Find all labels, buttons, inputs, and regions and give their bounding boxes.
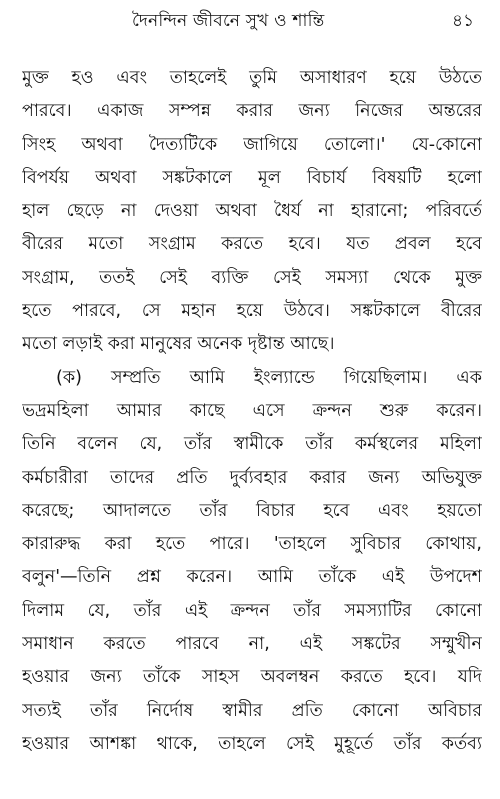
text-line: তিনি বলেন যে, তাঁর স্বামীকে তাঁর কর্মস্থলের মহিলা <box>22 434 482 455</box>
text-line: কর্মচারীরা তাদের প্রতি দুর্ব্যবহার করার জন্য অভিযুক্ত <box>22 467 482 488</box>
page-number: ৪১ <box>451 11 474 31</box>
text-line: হাল ছেড়ে না দেওয়া অথবা ধৈর্য না হারানো; পরিবর্তে <box>22 201 482 222</box>
paragraph <box>22 362 482 762</box>
text-line: সত্যই তাঁর নির্দোষ স্বামীর প্রতি কোনো অবিচার <box>22 700 482 721</box>
text-line: সমাধান করতে পারবে না, এই সঙ্কটের সম্মুখীন <box>22 634 482 655</box>
text-line: (ক) সম্প্রতি আমি ইংল্যান্ডে গিয়েছিলাম। এক <box>56 367 482 388</box>
text-line: হতে পারবে, সে মহান হয়ে উঠবে। সঙ্কটকালে বীরের <box>22 301 482 322</box>
text-line: সিংহ অথবা দৈত্যটিকে জাগিয়ে তোলো।' যে-কোনো <box>22 134 482 155</box>
text-line: বিপর্যয় অথবা সঙ্কটকালে মূল বিচার্য বিষয়টি হলো <box>22 167 482 188</box>
text-line: হওয়ার জন্য তাঁকে সাহস অবলম্বন করতে হবে। যদি <box>22 667 482 688</box>
text-line: সংগ্রাম, ততই সেই ব্যক্তি সেই সমস্যা থেকে মুক্ত <box>22 267 482 288</box>
text-line: ভদ্রমহিলা আমার কাছে এসে ক্রন্দন শুরু করেন। <box>22 400 482 421</box>
text-line: দিলাম যে, তাঁর এই ক্রন্দন তাঁর সমস্যাটির কোনো <box>22 600 482 621</box>
text-line: বীরের মতো সংগ্রাম করতে হবে। যত প্রবল হবে <box>22 234 482 255</box>
text-line: মুক্ত হও এবং তাহলেই তুমি অসাধারণ হয়ে উঠতে <box>22 68 482 88</box>
text-line: বলুন'—তিনি প্রশ্ন করেন। আমি তাঁকে এই উপদেশ <box>22 567 482 588</box>
running-title: দৈনন্দিন জীবনে সুখ ও শান্তি <box>132 11 325 31</box>
page-header <box>22 4 478 40</box>
text-line: করেছে; আদালতে তাঁর বিচার হবে এবং হয়তো <box>22 500 482 521</box>
paragraph <box>22 62 482 362</box>
text-line: কারারুদ্ধ করা হতে পারে। 'তাহলে সুবিচার কোথায়, <box>22 534 482 555</box>
text-line: হওয়ার আশঙ্কা থাকে, তাহলে সেই মুহূর্তে তাঁর কর্তব্য <box>22 733 482 754</box>
text-line: পারবে। একাজ সম্পন্ন করার জন্য নিজের অন্তরের <box>22 101 482 122</box>
page-body-text <box>22 62 482 761</box>
text-line: মতো লড়াই করা মানুষের অনেক দৃষ্টান্ত আছে। <box>22 334 335 355</box>
